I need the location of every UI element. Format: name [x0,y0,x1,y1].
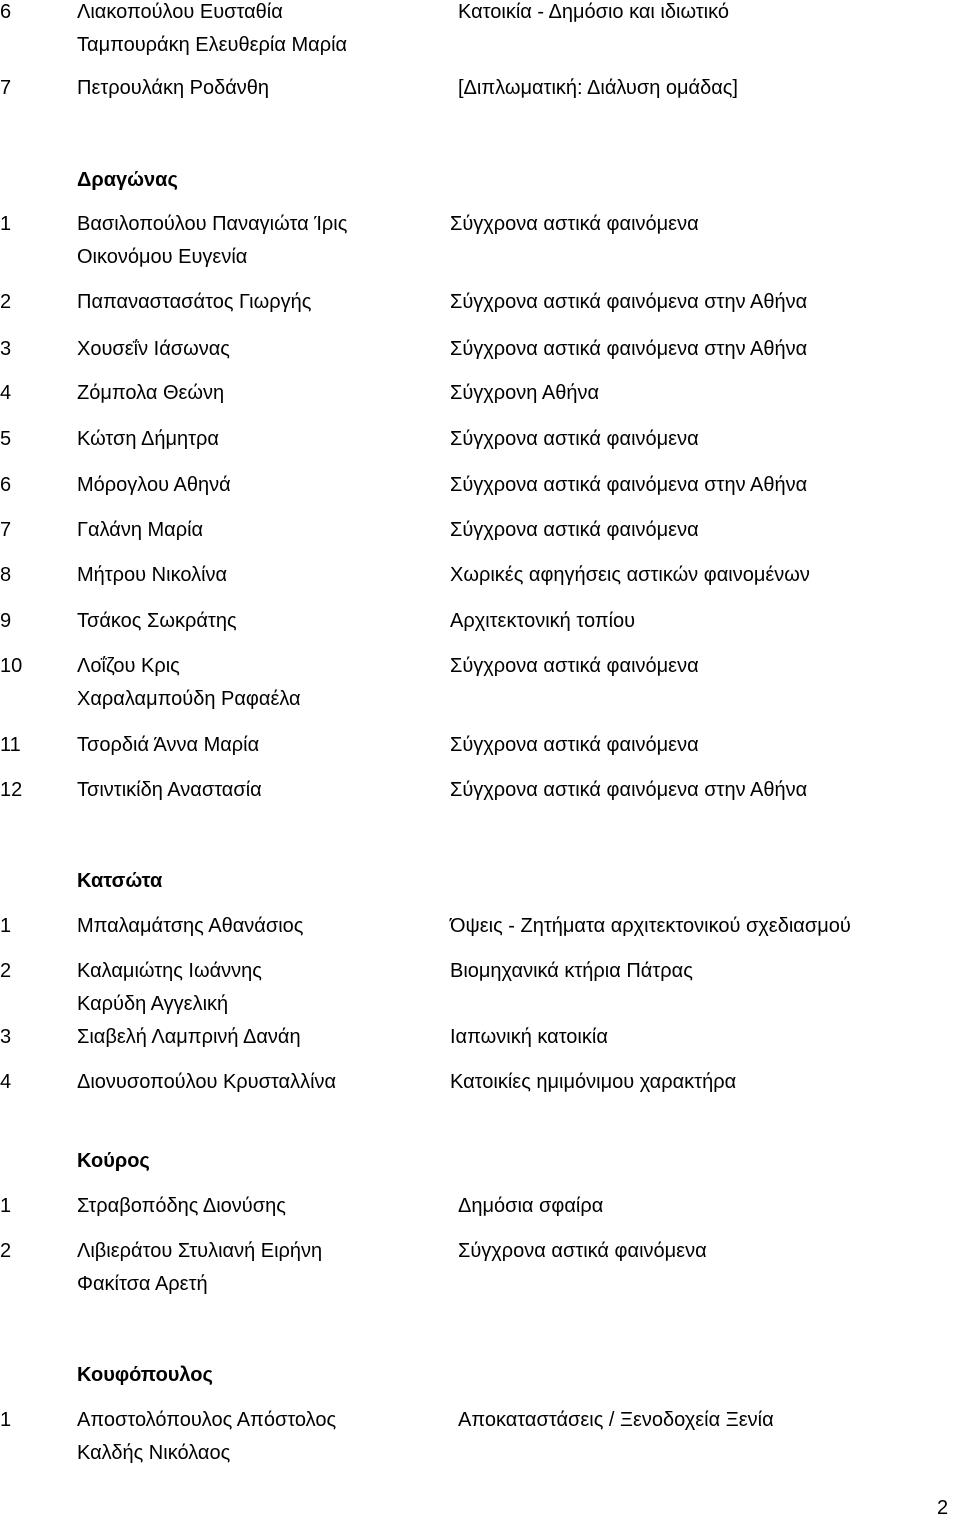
student-names [77,333,230,366]
student-names [77,955,262,1021]
student-names [77,729,259,762]
student-name: Διονυσοπούλου Κρυσταλλίνα [77,1071,337,1093]
student-name: Τσάκος Σωκράτης [77,610,237,632]
entry-number: 1 [0,1195,12,1217]
student-names [77,605,237,638]
entry-number: 2 [0,1240,12,1262]
student-name: Ταμπουράκη Ελευθερία Μαρία [77,34,348,56]
student-names [77,377,224,410]
student-name: Βασιλοπούλου Παναγιώτα Ίρις [77,213,348,235]
entry-number: 8 [0,564,12,586]
entry-number: 6 [0,1,12,23]
student-names [77,774,262,807]
student-names [77,650,301,716]
entry-number: 1 [0,213,12,235]
student-names [77,559,227,592]
thesis-topic: Σύγχρονα αστικά φαινόμενα [450,734,699,756]
thesis-topic: Σύγχρονα αστικά φαινόμενα [458,1240,707,1262]
student-name: Κώτση Δήμητρα [77,428,219,450]
entry-number: 3 [0,338,12,360]
student-name: Τσιντικίδη Αναστασία [77,779,262,801]
student-names [77,1021,301,1054]
entry-number: 10 [0,655,23,677]
entry-number: 1 [0,1409,12,1431]
entry-number: 9 [0,610,12,632]
entry-number: 2 [0,291,12,313]
student-name: Καλδής Νικόλαος [77,1442,231,1464]
thesis-topic: Σύγχρονα αστικά φαινόμενα στην Αθήνα [450,291,808,313]
thesis-topic: Σύγχρονα αστικά φαινόμενα [450,655,699,677]
student-name: Ζόμπολα Θεώνη [77,382,225,404]
entry-number: 7 [0,77,12,99]
student-names [77,1235,322,1301]
thesis-topic: Κατοικίες ημιμόνιμου χαρακτήρα [450,1071,737,1093]
thesis-topic: Δημόσια σφαίρα [458,1195,604,1217]
student-names [77,1190,286,1223]
entry-number: 6 [0,474,12,496]
entry-number: 11 [0,734,21,756]
student-names [77,0,347,62]
page-number: 2 [937,1497,949,1519]
thesis-topic: Αρχιτεκτονική τοπίου [450,610,636,632]
thesis-topic: Αποκαταστάσεις / Ξενοδοχεία Ξενία [458,1409,774,1431]
student-name: Σιαβελή Λαμπρινή Δανάη [77,1026,301,1048]
entry-number: 5 [0,428,12,450]
student-names [77,1404,336,1470]
student-name: Πετρουλάκη Ροδάνθη [77,77,270,99]
supervisor-heading: Κούρος [77,1150,150,1172]
thesis-topic: Βιομηχανικά κτήρια Πάτρας [450,960,693,982]
student-names [77,469,231,502]
student-name: Χουσεΐν Ιάσωνας [77,338,230,360]
student-name: Φακίτσα Αρετή [77,1273,208,1295]
student-name: Παπαναστασάτος Γιωργής [77,291,312,313]
student-name: Λιβιεράτου Στυλιανή Ειρήνη [77,1240,323,1262]
thesis-topic: Σύγχρονα αστικά φαινόμενα στην Αθήνα [450,338,808,360]
thesis-topic: Κατοικία - Δημόσιο και ιδιωτικό [458,1,730,23]
student-name: Λιακοπούλου Ευσταθία [77,1,283,23]
student-names [77,423,219,456]
student-name: Καρύδη Αγγελική [77,993,229,1015]
student-name: Γαλάνη Μαρία [77,519,204,541]
student-name: Καλαμιώτης Ιωάννης [77,960,262,982]
student-names [77,1066,336,1099]
student-name: Αποστολόπουλος Απόστολος [77,1409,337,1431]
student-names [77,910,303,943]
student-name: Λοΐζου Κρις [77,655,180,677]
student-name: Μήτρου Νικολίνα [77,564,228,586]
thesis-topic: Σύγχρονα αστικά φαινόμενα [450,213,699,235]
thesis-topic: Σύγχρονη Αθήνα [450,382,600,404]
thesis-topic: Όψεις - Ζητήματα αρχιτεκτονικού σχεδιασμού [450,915,851,937]
entry-number: 4 [0,382,12,404]
supervisor-heading: Δραγώνας [77,169,178,191]
thesis-topic: Σύγχρονα αστικά φαινόμενα [450,428,699,450]
entry-number: 12 [0,779,23,801]
student-name: Οικονόμου Ευγενία [77,246,248,268]
thesis-topic: Σύγχρονα αστικά φαινόμενα στην Αθήνα [450,474,808,496]
supervisor-heading: Κατσώτα [77,870,163,892]
student-names [77,286,311,319]
entry-number: 1 [0,915,12,937]
thesis-topic: Σύγχρονα αστικά φαινόμενα [450,519,699,541]
student-names [77,208,347,274]
thesis-topic: Χωρικές αφηγήσεις αστικών φαινομένων [450,564,810,586]
thesis-topic: [Διπλωματική: Διάλυση ομάδας] [458,77,738,99]
student-name: Μπαλαμάτσης Αθανάσιος [77,915,304,937]
thesis-topic: Ιαπωνική κατοικία [450,1026,608,1048]
entry-number: 3 [0,1026,12,1048]
student-name: Χαραλαμπούδη Ραφαέλα [77,688,301,710]
student-name: Μόρογλου Αθηνά [77,474,231,496]
entry-number: 7 [0,519,12,541]
student-names [77,72,269,105]
student-name: Τσορδιά Άννα Μαρία [77,734,260,756]
student-names [77,514,203,547]
entry-number: 4 [0,1071,12,1093]
student-name: Στραβοπόδης Διονύσης [77,1195,286,1217]
supervisor-heading: Κουφόπουλος [77,1364,213,1386]
entry-number: 2 [0,960,12,982]
thesis-topic: Σύγχρονα αστικά φαινόμενα στην Αθήνα [450,779,808,801]
